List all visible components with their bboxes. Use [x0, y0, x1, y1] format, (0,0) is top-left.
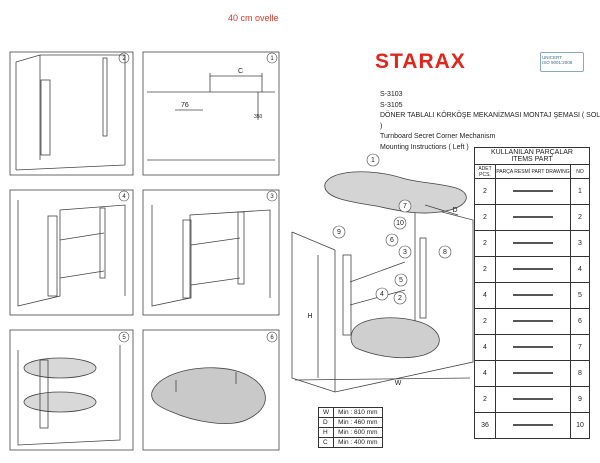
step-label-3: 3	[270, 194, 274, 200]
part-no: 10	[571, 413, 590, 439]
part-no: 9	[571, 387, 590, 413]
callout-4: 4	[380, 291, 384, 298]
part-drawing	[496, 179, 571, 205]
dimension-row	[319, 428, 383, 438]
dimensions-table	[318, 407, 383, 448]
part-qty: 2	[475, 387, 496, 413]
dimension-row	[319, 438, 383, 448]
part-qty: 36	[475, 413, 496, 439]
callout-7: 7	[403, 203, 407, 210]
cabinet-dim-w: W	[394, 380, 402, 387]
dimension-key: C	[319, 438, 334, 448]
callout-10: 10	[396, 220, 404, 227]
part-no: 2	[571, 205, 590, 231]
step-label-6: 6	[270, 335, 274, 341]
part-drawing	[496, 283, 571, 309]
part-qty: 2	[475, 179, 496, 205]
parts-row	[475, 361, 590, 387]
cabinet-dim-d: D	[452, 207, 458, 214]
dimension-value: Min : 460 mm	[334, 418, 382, 428]
parts-header-tr: KULLANILAN PARÇALAR	[491, 149, 573, 156]
panel-step-2	[10, 52, 133, 175]
part-qty: 2	[475, 205, 496, 231]
dim-label-c: C	[238, 68, 244, 75]
callout-5: 5	[399, 277, 403, 284]
subtitle-en: Mounting Instructions ( Left )	[380, 143, 469, 151]
dimension-key: D	[319, 418, 334, 428]
part-drawing	[496, 257, 571, 283]
step-label-1: 1	[270, 56, 274, 62]
step-label-4: 4	[122, 194, 126, 200]
part-no: 6	[571, 309, 590, 335]
part-no: 7	[571, 335, 590, 361]
callout-1: 1	[371, 157, 375, 164]
part-drawing	[496, 231, 571, 257]
dimension-key: W	[319, 408, 334, 418]
panel-step-5	[10, 330, 133, 450]
step-label-5: 5	[122, 335, 126, 341]
col-drawing: PARÇA RESMİ PART DRAWING	[496, 165, 571, 179]
part-drawing	[496, 205, 571, 231]
parts-row	[475, 257, 590, 283]
callout-3: 3	[403, 249, 407, 256]
col-qty: ADET PCS.	[475, 165, 496, 179]
title-en: Turnboard Secret Corner Mechanism	[380, 133, 496, 141]
brand-logo: STARAX	[375, 50, 466, 73]
part-drawing	[496, 335, 571, 361]
part-no: 5	[571, 283, 590, 309]
product-code-2: S-3105	[380, 101, 403, 109]
parts-table	[474, 147, 590, 439]
badge-line2: ISO 9001:2008	[542, 60, 573, 65]
dimension-value: Min : 600 mm	[334, 428, 382, 438]
part-drawing	[496, 387, 571, 413]
parts-row	[475, 231, 590, 257]
dimension-value: Min : 400 mm	[334, 438, 382, 448]
dimension-row	[319, 418, 383, 428]
part-qty: 2	[475, 309, 496, 335]
part-qty: 4	[475, 335, 496, 361]
part-qty: 4	[475, 283, 496, 309]
callout-2: 2	[398, 295, 402, 302]
parts-row	[475, 283, 590, 309]
part-no: 8	[571, 361, 590, 387]
part-qty: 2	[475, 257, 496, 283]
col-no: NO	[571, 165, 590, 179]
parts-row	[475, 335, 590, 361]
dimension-row	[319, 408, 383, 418]
part-qty: 2	[475, 231, 496, 257]
panel-step-3	[143, 190, 279, 315]
part-drawing	[496, 309, 571, 335]
parts-row	[475, 387, 590, 413]
parts-row	[475, 205, 590, 231]
step-label-2: 2	[122, 56, 126, 62]
dimension-value: Min : 810 mm	[334, 408, 382, 418]
note-text: 40 cm ovelle	[228, 13, 279, 23]
cabinet-dim-h: H	[307, 313, 313, 320]
parts-row	[475, 179, 590, 205]
parts-table-header	[475, 148, 590, 165]
parts-row	[475, 309, 590, 335]
badge-line1: UNICERT	[542, 55, 562, 60]
part-drawing	[496, 413, 571, 439]
part-drawing	[496, 361, 571, 387]
callout-9: 9	[337, 229, 341, 236]
dimension-key: H	[319, 428, 334, 438]
part-no: 4	[571, 257, 590, 283]
dim-label-76: 76	[181, 102, 189, 109]
dim-label-350: 350	[254, 114, 263, 120]
product-code-1: S-3103	[380, 91, 403, 98]
part-no: 3	[571, 231, 590, 257]
parts-row	[475, 413, 590, 439]
part-qty: 4	[475, 361, 496, 387]
callout-6: 6	[390, 237, 394, 244]
parts-header-en: ITEMS PART	[511, 156, 553, 163]
callout-8: 8	[443, 249, 447, 256]
part-no: 1	[571, 179, 590, 205]
title-tr: DÖNER TABLALI KÖRKÖŞE MEKANİZMASI MONTAJ ŞEMASI ( SOL )	[380, 112, 600, 130]
